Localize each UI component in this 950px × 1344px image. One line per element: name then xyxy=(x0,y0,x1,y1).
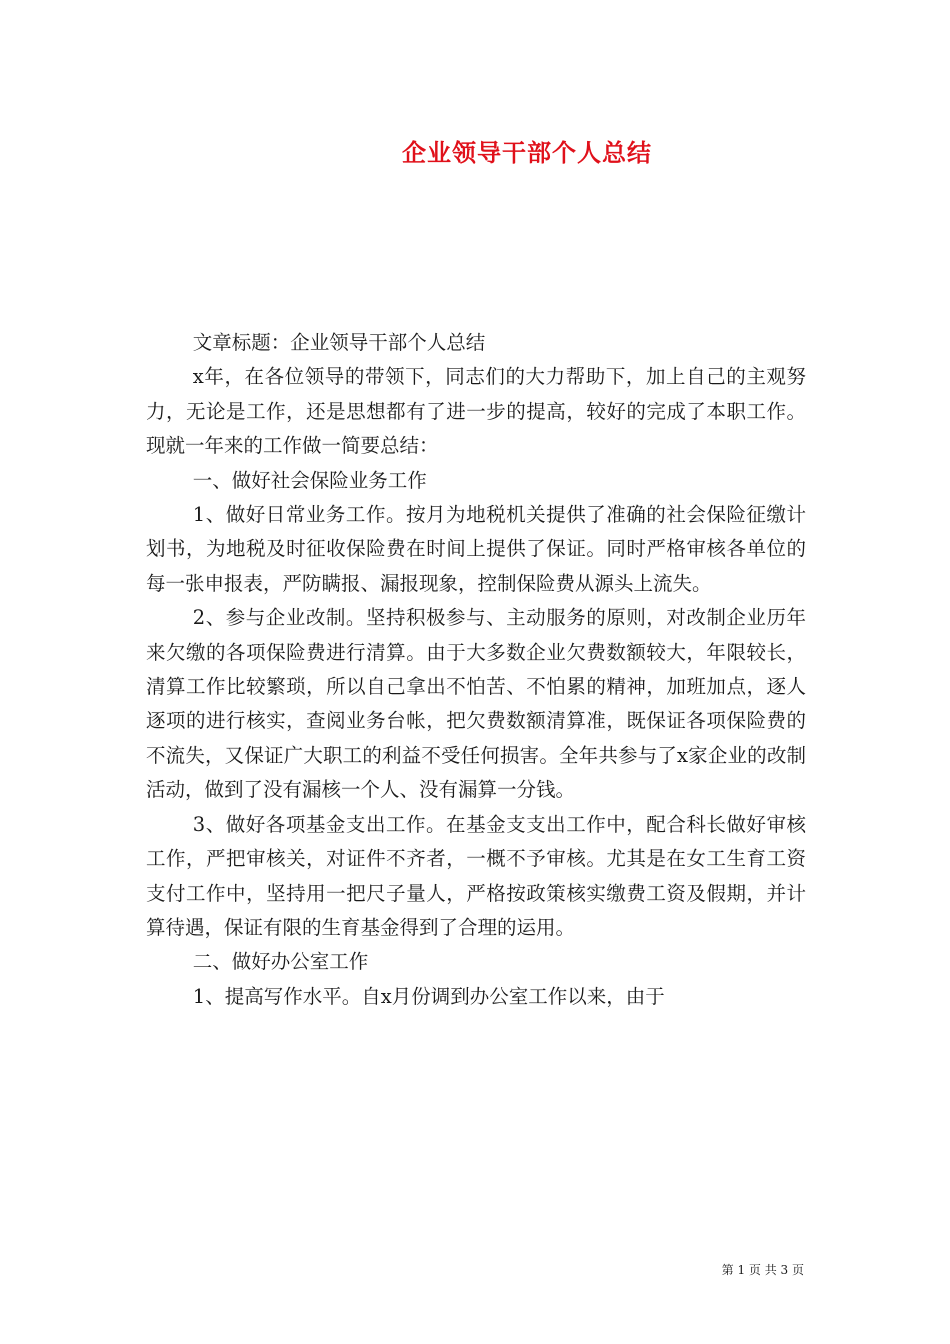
page-footer: 第 1 页 共 3 页 xyxy=(721,1263,804,1277)
paragraph-article-title: 文章标题：企业领导干部个人总结 xyxy=(192,331,486,354)
paragraph-intro: x年，在各位领导的带领下，同志们的大力帮助下，加上自己的主观努力，无论是工作，还是思想都有了进一步的提高，较好的完成了本职工作。现就一年来的工作做一简要总结： xyxy=(146,365,806,458)
paragraph-item-2-1: 1、提高写作水平。自x月份调到办公室工作以来，由于 xyxy=(192,984,665,1008)
paragraph-item-1-2: 2、参与企业改制。坚持积极参与、主动服务的原则，对改制企业历年来欠缴的各项保险费进行清算。由于大多数企业欠费数额较大，年限较长，清算工作比较繁琐，所以自己拿出不怕苦、不怕累的精神，加班加点，逐人逐项的进行核实，查阅业务台帐，把欠费数额清算准，既保证各项保险费的不流失，又保证广大职工的利益不受任何损害。全年共参与了x家企业的改制活动，做到了没有漏核一个人、没有漏算一分钱。 xyxy=(146,606,806,802)
document-body xyxy=(146,326,806,1014)
document-title: 企业领导干部个人总结 xyxy=(402,138,652,167)
paragraph-item-1-3: 3、做好各项基金支出工作。在基金支支出工作中，配合科长做好审核工作，严把审核关，对证件不齐者，一概不予审核。尤其是在女工生育工资支付工作中，坚持用一把尺子量人，严格按政策核实缴费工资及假期，并计算待遇，保证有限的生育基金得到了合理的运用。 xyxy=(146,812,806,939)
section-heading-1: 一、做好社会保险业务工作 xyxy=(192,468,427,492)
paragraph-item-1-1: 1、做好日常业务工作。按月为地税机关提供了准确的社会保险征缴计划书，为地税及时征收保险费在时间上提供了保证。同时严格审核各单位的每一张申报表，严防瞒报、漏报现象，控制保险费从源头上流失。 xyxy=(146,503,806,595)
section-heading-2: 二、做好办公室工作 xyxy=(192,950,369,974)
